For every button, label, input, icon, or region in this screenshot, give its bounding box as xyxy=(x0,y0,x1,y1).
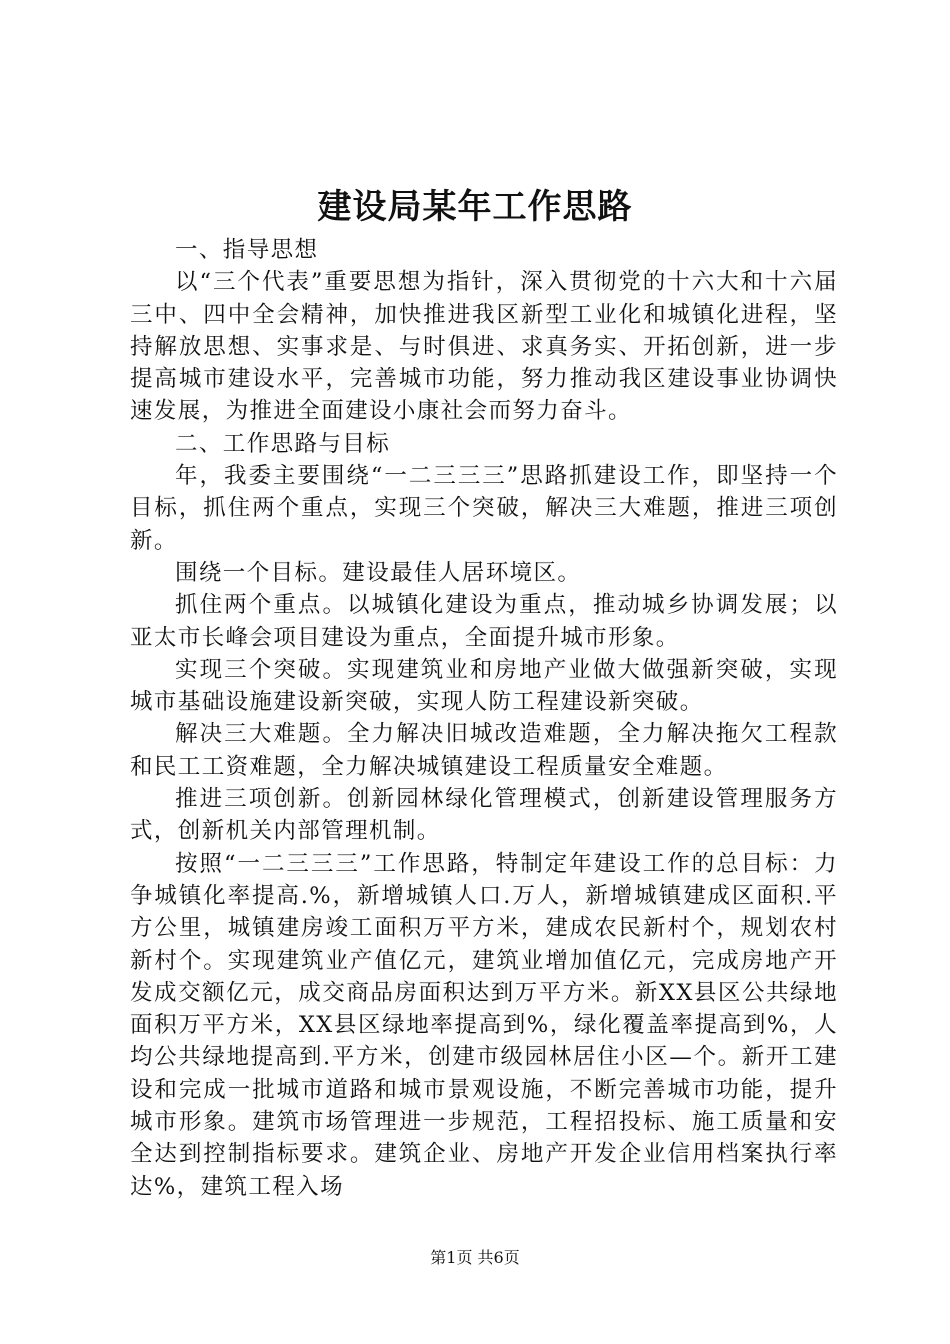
section-heading-guiding-ideology: 一、指导思想 xyxy=(175,237,319,263)
section-heading-work-goals: 二、工作思路与目标 xyxy=(175,430,391,457)
page-number: 第1页 共6页 xyxy=(430,1248,520,1267)
paragraph-two-focuses: 抓住两个重点。以城镇化建设为重点，推动城乡协调发展；以亚太市长峰会项目建设为重点，全面提升城市形象。 xyxy=(130,592,838,651)
paragraph-three-breakthroughs: 实现三个突破。实现建筑业和房地产业做大做强新突破，实现城市基础设施建设新突破，实现人防工程建设新突破。 xyxy=(130,656,838,716)
paragraph-one-goal: 围绕一个目标。建设最佳人居环境区。 xyxy=(175,559,582,586)
paragraph-overall-targets: 按照“一二三三三”工作思路，特制定年建设工作的总目标：力争城镇化率提高.%，新增城镇人口.万人，新增城镇建成区面积.平方公里，城镇建房竣工面积万平方米，建成农民新村个，规划农村新村个。实现建筑业产值亿元，建筑业增加值亿元，完成房地产开发成交额亿元，成交商品房面积达到万平方米。新XX县区公共绿地面积万平方米，XX县区绿地率提高到%，绿化覆盖率提高到%，人均公共绿地提高到.平方米，创建市级园林居住小区—个。新开工建设和完成一批城市道路和城市景观设施，不断完善城市功能，提升城市形象。建筑市场管理进一步规范，工程招投标、施工质量和安全达到控制指标要求。建筑企业、房地产开发企业信用档案执行率达%，建筑工程入场 xyxy=(130,850,838,1200)
paragraph-three-problems: 解决三大难题。全力解决旧城改造难题，全力解决拖欠工程款和民工工资难题，全力解决城镇建设工程质量安全难题。 xyxy=(130,721,838,780)
document-body xyxy=(130,234,838,1203)
paragraph-three-innovations: 推进三项创新。创新园林绿化管理模式，创新建设管理服务方式，创新机关内部管理机制。 xyxy=(130,786,838,845)
document-title: 建设局某年工作思路 xyxy=(317,187,633,227)
paragraph-guiding-ideology: 以“三个代表”重要思想为指针，深入贯彻党的十六大和十六届三中、四中全会精神，加快推进我区新型工业化和城镇化进程，坚持解放思想、实事求是、与时俱进、求真务实、开拓创新，进一步提高城市建设水平，完善城市功能，努力推动我区建设事业协调快速发展，为推进全面建设小康社会而努力奋斗。 xyxy=(130,269,838,425)
paragraph-work-approach: 年，我委主要围绕“一二三三三”思路抓建设工作，即坚持一个目标，抓住两个重点，实现三个突破，解决三大难题，推进三项创新。 xyxy=(130,463,838,554)
